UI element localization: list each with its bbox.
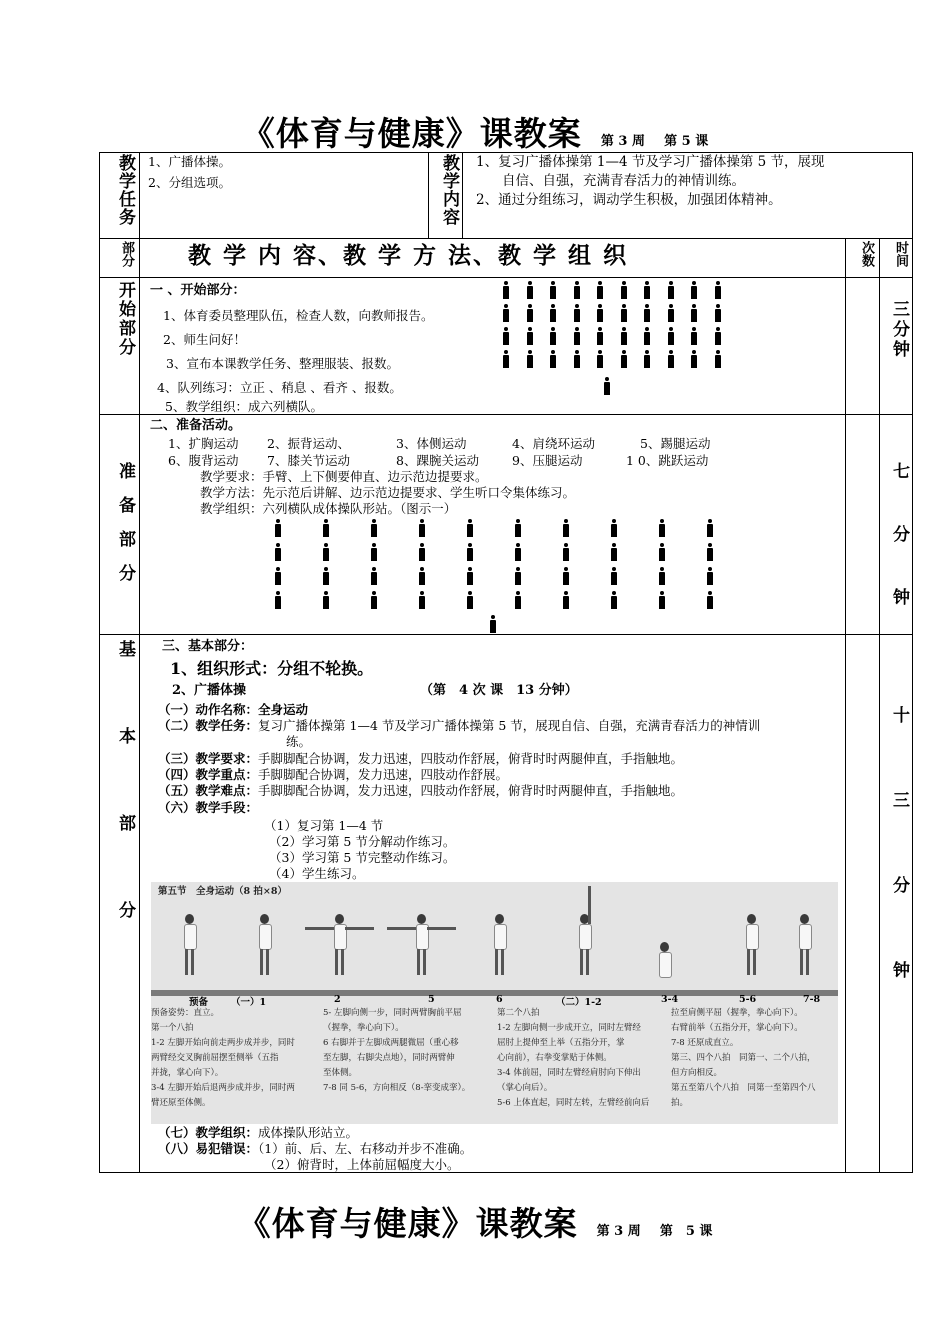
student-figure-icon bbox=[467, 519, 473, 537]
content-line-2: 2、通过分组练习，调动学生积极，加强团体精神。 bbox=[476, 192, 782, 208]
student-figure-icon bbox=[515, 519, 521, 537]
gym-item-6: （六）教学手段： bbox=[158, 800, 259, 815]
col-divider bbox=[139, 152, 140, 1173]
student-figure-icon bbox=[490, 615, 496, 633]
student-figure-icon bbox=[515, 543, 521, 561]
col-divider bbox=[879, 238, 880, 1173]
student-figure-icon bbox=[503, 281, 509, 299]
student-figure-icon bbox=[371, 543, 377, 561]
footer-lesson-plan-title: 《体育与健康》课教案 bbox=[237, 1204, 578, 1243]
student-figure-icon bbox=[563, 591, 569, 609]
prep-heading: 二、准备活动。 bbox=[150, 418, 242, 433]
prep-ex-10: 1 0、跳跃运动 bbox=[626, 453, 709, 468]
photo-col-4: 拉至肩侧平屈（握拳，拳心向下）。 右臂前举（五指分开，掌心向下）。 7-8 还原成直立。 第三、四个八拍 同第一、二个八拍， 但方向相反。 第五至第八个八拍 同第一至第四个八 拍。 bbox=[671, 1008, 816, 1108]
count-header: 次数 bbox=[859, 241, 874, 267]
prep-requirement: 教学要求：手臂、上下侧要伸直、边示范边提要求。 bbox=[200, 469, 488, 484]
task-item-1: 1、广播体操。 bbox=[148, 154, 231, 169]
photo-label: 5 bbox=[428, 994, 435, 1005]
photo-label: （二）1-2 bbox=[556, 997, 602, 1008]
gym-errors: （八）易犯错误：（1）前、后、左、右移动并步不准确。 bbox=[158, 1141, 473, 1156]
col-divider bbox=[462, 152, 463, 238]
student-figure-icon bbox=[668, 304, 674, 322]
student-figure-icon bbox=[715, 304, 721, 322]
student-figure-icon bbox=[563, 519, 569, 537]
gym-item-3: （三）教学要求：手脚脚配合协调，发力迅速，四肢动作舒展，俯背时时两腿伸直，手指触地。 bbox=[158, 751, 684, 766]
prep-organization: 教学组织：六列横队成体操队形站。（图示一） bbox=[200, 501, 457, 516]
photo-label: 预备 bbox=[189, 997, 209, 1008]
means-2: （2）学习第 5 节分解动作练习。 bbox=[269, 834, 456, 849]
exercise-figure-icon bbox=[491, 914, 507, 976]
footer-week-label: 第 3 周 bbox=[596, 1224, 641, 1239]
time-header: 时间 bbox=[893, 241, 908, 267]
student-figure-icon bbox=[527, 281, 533, 299]
basic-time: 十三分钟 bbox=[889, 706, 909, 1046]
week-label: 第 3 周 bbox=[600, 134, 645, 149]
student-figure-icon bbox=[691, 304, 697, 322]
content-line-1: 1、复习广播体操第 1—4 节及学习广播体操第 5 节，展现 bbox=[476, 154, 825, 170]
student-figure-icon bbox=[563, 567, 569, 585]
start-time: 三分钟 bbox=[889, 300, 909, 360]
photo-label: 6 bbox=[496, 994, 503, 1005]
start-heading: 一 、开始部分： bbox=[150, 283, 246, 298]
prep-time: 七分钟 bbox=[889, 462, 909, 651]
exercise-figure-icon bbox=[181, 914, 197, 976]
prep-ex-7: 7、膝关节运动 bbox=[267, 453, 350, 468]
photo-col-2: 5- 左脚向侧一步，同时两臂胸前平屈 （握拳，拳心向下）。 6 右脚并于左脚成两腿微屈（重心移 至左脚，右脚尖点地），同时两臂伸 至体侧。 7-8 同 5-6，方向相反（8-挛变成挛）。 bbox=[323, 1008, 471, 1093]
student-figure-icon bbox=[691, 327, 697, 345]
student-figure-icon bbox=[611, 543, 617, 561]
student-figure-icon bbox=[467, 543, 473, 561]
student-figure-icon bbox=[659, 591, 665, 609]
student-figure-icon bbox=[597, 281, 603, 299]
student-figure-icon bbox=[371, 519, 377, 537]
prep-ex-2: 2、振背运动、 bbox=[267, 436, 350, 451]
gym-item-1: （一）动作名称：全身运动 bbox=[158, 702, 309, 717]
gym-item-2: （二）教学任务：复习广播体操第 1—4 节及学习广播体操第 5 节，展现自信、自强，充满青春活力的神情训 bbox=[158, 718, 761, 733]
student-figure-icon bbox=[574, 304, 580, 322]
student-figure-icon bbox=[323, 591, 329, 609]
exercise-photo bbox=[151, 882, 838, 1124]
row-divider bbox=[99, 634, 913, 635]
student-figure-icon bbox=[715, 350, 721, 368]
basic-form: 1、组织形式：分组不轮换。 bbox=[170, 659, 374, 678]
student-figure-icon bbox=[275, 567, 281, 585]
photo-label: 2 bbox=[334, 994, 341, 1005]
student-figure-icon bbox=[668, 327, 674, 345]
student-figure-icon bbox=[611, 519, 617, 537]
photo-col-3: 第二个八拍 1-2 左脚向侧一步成开立，同时左臂经 屈肘上提伸至上举（五指分开，掌 心向前），右拳变掌贴于体侧。 3-4 体前屈，同时左臂经肩肘向下伸出 （掌心向后）。 5-6 上体直起，同时左转，左臂经前向后 bbox=[497, 1008, 650, 1108]
prep-ex-9: 9、压腿运动 bbox=[512, 453, 583, 468]
col-divider bbox=[845, 238, 846, 1173]
student-figure-icon bbox=[515, 567, 521, 585]
student-figure-icon bbox=[611, 591, 617, 609]
exercise-figure-icon bbox=[656, 942, 672, 982]
exercise-figure-icon bbox=[576, 914, 592, 976]
exercise-figure-icon bbox=[256, 914, 272, 976]
start-item-1: 1、体育委员整理队伍，检查人数，向教师报告。 bbox=[163, 308, 434, 323]
means-3: （3）学习第 5 节完整动作练习。 bbox=[269, 850, 456, 865]
student-figure-icon bbox=[467, 567, 473, 585]
student-figure-icon bbox=[323, 567, 329, 585]
task-label: 教学任务 bbox=[115, 154, 135, 226]
means-4: （4）学生练习。 bbox=[269, 866, 365, 881]
student-figure-icon bbox=[323, 543, 329, 561]
student-figure-icon bbox=[371, 591, 377, 609]
student-figure-icon bbox=[659, 567, 665, 585]
main-header: 教 学 内 容、教 学 方 法、教 学 组 织 bbox=[188, 242, 629, 269]
prep-ex-5: 5、踢腿运动 bbox=[640, 436, 711, 451]
exercise-figure-icon bbox=[331, 914, 347, 976]
start-item-4: 4、队列练习：立正 、稍息 、看齐 、报数。 bbox=[157, 380, 402, 395]
student-figure-icon bbox=[707, 543, 713, 561]
prep-ex-8: 8、踝腕关运动 bbox=[396, 453, 479, 468]
page-title bbox=[0, 108, 950, 155]
student-figure-icon bbox=[563, 543, 569, 561]
student-figure-icon bbox=[574, 281, 580, 299]
student-figure-icon bbox=[691, 350, 697, 368]
student-figure-icon bbox=[550, 304, 556, 322]
student-figure-icon bbox=[621, 350, 627, 368]
lesson-label: 第 5 课 bbox=[664, 134, 709, 149]
student-figure-icon bbox=[668, 350, 674, 368]
student-figure-icon bbox=[659, 543, 665, 561]
student-figure-icon bbox=[621, 281, 627, 299]
gym-item-2b: 练。 bbox=[286, 734, 312, 749]
student-figure-icon bbox=[574, 327, 580, 345]
prep-ex-3: 3、体侧运动 bbox=[396, 436, 467, 451]
col-divider bbox=[428, 152, 429, 238]
start-item-5: 5、教学组织：成六列横队。 bbox=[165, 399, 323, 414]
gym-item-4: （四）教学重点：手脚脚配合协调，发力迅速，四肢动作舒展。 bbox=[158, 767, 509, 782]
student-figure-icon bbox=[503, 304, 509, 322]
student-figure-icon bbox=[597, 304, 603, 322]
student-figure-icon bbox=[621, 327, 627, 345]
gym-heading: 2、广播体操 bbox=[172, 683, 247, 698]
student-figure-icon bbox=[715, 281, 721, 299]
student-figure-icon bbox=[371, 567, 377, 585]
prep-method: 教学方法：先示范后讲解、边示范边提要求、学生听口令集体练习。 bbox=[200, 485, 576, 500]
student-figure-icon bbox=[611, 567, 617, 585]
gym-errors-2: （2）俯背时，上体前屈幅度大小。 bbox=[264, 1157, 460, 1172]
student-figure-icon bbox=[707, 567, 713, 585]
photo-label: 3-4 bbox=[661, 994, 679, 1005]
exercise-figure-icon bbox=[796, 914, 812, 976]
student-figure-icon bbox=[715, 327, 721, 345]
student-figure-icon bbox=[419, 591, 425, 609]
row-divider bbox=[99, 277, 913, 278]
content-label: 教学内容 bbox=[439, 154, 459, 226]
prep-ex-6: 6、腹背运动 bbox=[168, 453, 239, 468]
student-figure-icon bbox=[419, 519, 425, 537]
task-item-2: 2、分组选项。 bbox=[148, 175, 231, 190]
student-figure-icon bbox=[707, 591, 713, 609]
photo-label: 5-6 bbox=[739, 994, 757, 1005]
footer-lesson-label: 第 5 课 bbox=[659, 1224, 713, 1239]
basic-heading: 三、基本部分： bbox=[162, 639, 254, 654]
content-line-1b: 自信、自强，充满青春活力的神情训练。 bbox=[502, 173, 745, 189]
start-item-2: 2、师生问好！ bbox=[163, 332, 246, 347]
photo-col-1: 预备姿势：直立。 第一个八拍 1-2 左脚开始向前走两步成并步，同时 两臂经交叉胸前屈摆至侧举（五指 并拢，掌心向下）。 3-4 左脚开始后退两步成并步，同时两 臂还原至体侧。 bbox=[151, 1008, 295, 1108]
start-label: 开始部分 bbox=[115, 281, 135, 357]
student-figure-icon bbox=[604, 377, 610, 395]
student-figure-icon bbox=[550, 350, 556, 368]
prep-ex-1: 1、扩胸运动 bbox=[168, 436, 239, 451]
student-figure-icon bbox=[419, 543, 425, 561]
student-figure-icon bbox=[419, 567, 425, 585]
student-figure-icon bbox=[597, 350, 603, 368]
gym-organization: （七）教学组织：成体操队形站立。 bbox=[158, 1125, 359, 1140]
student-figure-icon bbox=[467, 591, 473, 609]
student-figure-icon bbox=[621, 304, 627, 322]
gym-item-5: （五）教学难点：手脚脚配合协调，发力迅速，四肢动作舒展，俯背时时两腿伸直，手指触地。 bbox=[158, 783, 684, 798]
student-figure-icon bbox=[659, 519, 665, 537]
prep-label: 准备部分 bbox=[115, 462, 135, 598]
start-item-3: 3、宣布本课教学任务、整理服装、报数。 bbox=[166, 356, 399, 371]
student-figure-icon bbox=[275, 519, 281, 537]
student-figure-icon bbox=[275, 591, 281, 609]
basic-label: 基本部分 bbox=[115, 640, 135, 988]
student-figure-icon bbox=[644, 350, 650, 368]
prep-ex-4: 4、肩绕环运动 bbox=[512, 436, 595, 451]
exercise-figure-icon bbox=[743, 914, 759, 976]
student-figure-icon bbox=[527, 304, 533, 322]
student-figure-icon bbox=[527, 350, 533, 368]
student-figure-icon bbox=[644, 327, 650, 345]
student-figure-icon bbox=[707, 519, 713, 537]
gym-note: （第 4 次 课 13 分钟） bbox=[420, 683, 578, 698]
row-divider bbox=[99, 238, 913, 239]
student-figure-icon bbox=[691, 281, 697, 299]
footer-title bbox=[0, 1198, 950, 1245]
means-1: （1）复习第 1—4 节 bbox=[264, 818, 384, 833]
photo-caption: 第五节 全身运动（8 拍×8） bbox=[158, 886, 287, 897]
part-header: 部分 bbox=[119, 241, 134, 267]
photo-label: 7-8 bbox=[803, 994, 821, 1005]
student-figure-icon bbox=[503, 327, 509, 345]
student-figure-icon bbox=[503, 350, 509, 368]
student-figure-icon bbox=[644, 281, 650, 299]
student-figure-icon bbox=[515, 591, 521, 609]
lesson-plan-title: 《体育与健康》课教案 bbox=[241, 114, 582, 153]
student-figure-icon bbox=[550, 281, 556, 299]
student-figure-icon bbox=[668, 281, 674, 299]
photo-label: （一）1 bbox=[231, 997, 267, 1008]
student-figure-icon bbox=[527, 327, 533, 345]
student-figure-icon bbox=[574, 350, 580, 368]
student-figure-icon bbox=[323, 519, 329, 537]
exercise-figure-icon bbox=[413, 914, 429, 976]
student-figure-icon bbox=[597, 327, 603, 345]
student-figure-icon bbox=[644, 304, 650, 322]
student-figure-icon bbox=[275, 543, 281, 561]
student-figure-icon bbox=[550, 327, 556, 345]
